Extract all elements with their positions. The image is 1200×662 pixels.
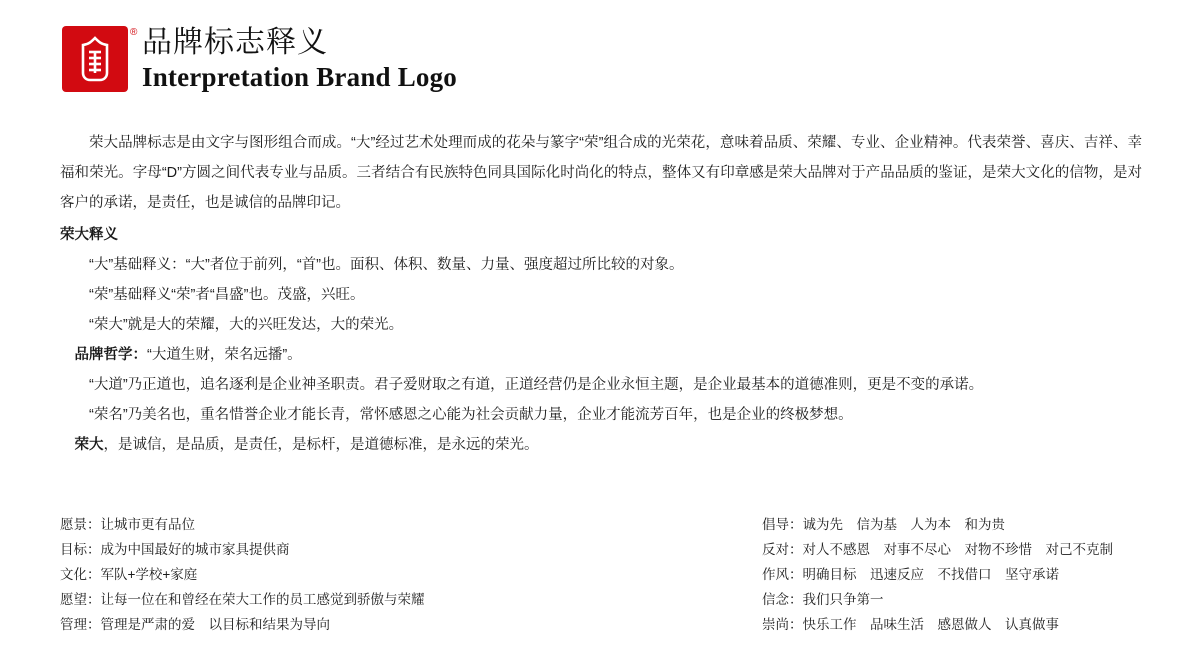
page-title-en: Interpretation Brand Logo <box>142 62 458 92</box>
philosophy-line <box>60 340 1142 370</box>
body-copy <box>60 128 1142 460</box>
value-key: 反对： <box>762 542 803 557</box>
brand-header <box>62 26 457 93</box>
page-title-cn: 品牌标志释义 <box>142 26 328 59</box>
closing-text: ，是诚信，是品质，是责任，是标杆，是道德标准，是永远的荣光。 <box>103 437 539 453</box>
value-key: 文化： <box>60 567 101 582</box>
definition-line-1: “大”基础释义：“大”者位于前列，“首”也。面积、体积、数量、力量、强度超过所比较的对象。 <box>89 257 684 273</box>
values-section <box>0 512 1200 662</box>
value-key: 管理： <box>60 617 101 632</box>
philosophy-detail-1: “大道”乃正道也，追名逐利是企业神圣职责。君子爱财取之有道，正道经营仍是企业永恒主题，是企业最基本的道德准则，更是不变的承诺。 <box>89 377 984 393</box>
values-column-left <box>60 512 580 637</box>
value-text: 成为中国最好的城市家具提供商 <box>100 542 290 557</box>
value-text: 诚为先 信为基 人为本 和为贵 <box>802 517 1005 532</box>
value-text: 明确目标 迅速反应 不找借口 坚守承诺 <box>802 567 1059 582</box>
value-key: 倡导： <box>762 517 803 532</box>
closing-label: 荣大 <box>74 437 104 453</box>
value-item <box>60 512 580 537</box>
value-item <box>762 512 1182 537</box>
definition-line-2: “荣”基础释义“荣”者“昌盛”也。茂盛，兴旺。 <box>89 287 365 303</box>
value-item <box>762 562 1182 587</box>
value-text: 让每一位在和曾经在荣大工作的员工感觉到骄傲与荣耀 <box>100 592 425 607</box>
value-item <box>60 537 580 562</box>
value-text: 军队+学校+家庭 <box>100 567 198 582</box>
philosophy-label: 品牌哲学： <box>74 347 147 363</box>
values-column-right <box>762 512 1182 637</box>
value-key: 愿望： <box>60 592 101 607</box>
value-item <box>60 562 580 587</box>
brand-seal-icon <box>62 26 128 92</box>
value-item <box>60 587 580 612</box>
value-key: 崇尚： <box>762 617 803 632</box>
value-item <box>762 612 1182 637</box>
title-block <box>142 26 457 93</box>
value-item <box>762 587 1182 612</box>
value-item <box>60 612 580 637</box>
philosophy-detail-2: “荣名”乃美名也，重名惜誉企业才能长青，常怀感恩之心能为社会贡献力量，企业才能流芳百年，也是企业的终极梦想。 <box>89 407 853 423</box>
value-text: 让城市更有品位 <box>100 517 195 532</box>
definition-line-3: “荣大”就是大的荣耀，大的兴旺发达，大的荣光。 <box>89 317 404 333</box>
value-text: 对人不感恩 对事不尽心 对物不珍惜 对己不克制 <box>802 542 1113 557</box>
value-text: 快乐工作 品味生活 感恩做人 认真做事 <box>802 617 1059 632</box>
value-key: 愿景： <box>60 517 101 532</box>
brand-logo <box>62 26 138 92</box>
value-key: 目标： <box>60 542 101 557</box>
registered-mark-icon: ® <box>130 27 138 38</box>
value-text: 管理是严肃的爱 以目标和结果为导向 <box>100 617 330 632</box>
value-item <box>762 537 1182 562</box>
value-text: 我们只争第一 <box>802 592 884 607</box>
value-key: 作风： <box>762 567 803 582</box>
value-key: 信念： <box>762 592 803 607</box>
philosophy-value: “大道生财，荣名远播”。 <box>147 347 302 363</box>
closing-line <box>60 430 1142 460</box>
intro-paragraph: 荣大品牌标志是由文字与图形组合而成。“大”经过艺术处理而成的花朵与篆字“荣”组合成的光荣花，意味着品质、荣耀、专业、企业精神。代表荣誉、喜庆、吉祥、幸福和荣光。字母“D”方圆之间代表专业与品质。三者结合有民族特色同具国际化时尚化的特点，整体又有印章感是荣大品牌对于产品品质的鉴证，是荣大文化的信物，是对客户的承诺，是责任，也是诚信的品牌印记。 <box>60 135 1142 211</box>
section-title: 荣大释义 <box>60 227 118 243</box>
